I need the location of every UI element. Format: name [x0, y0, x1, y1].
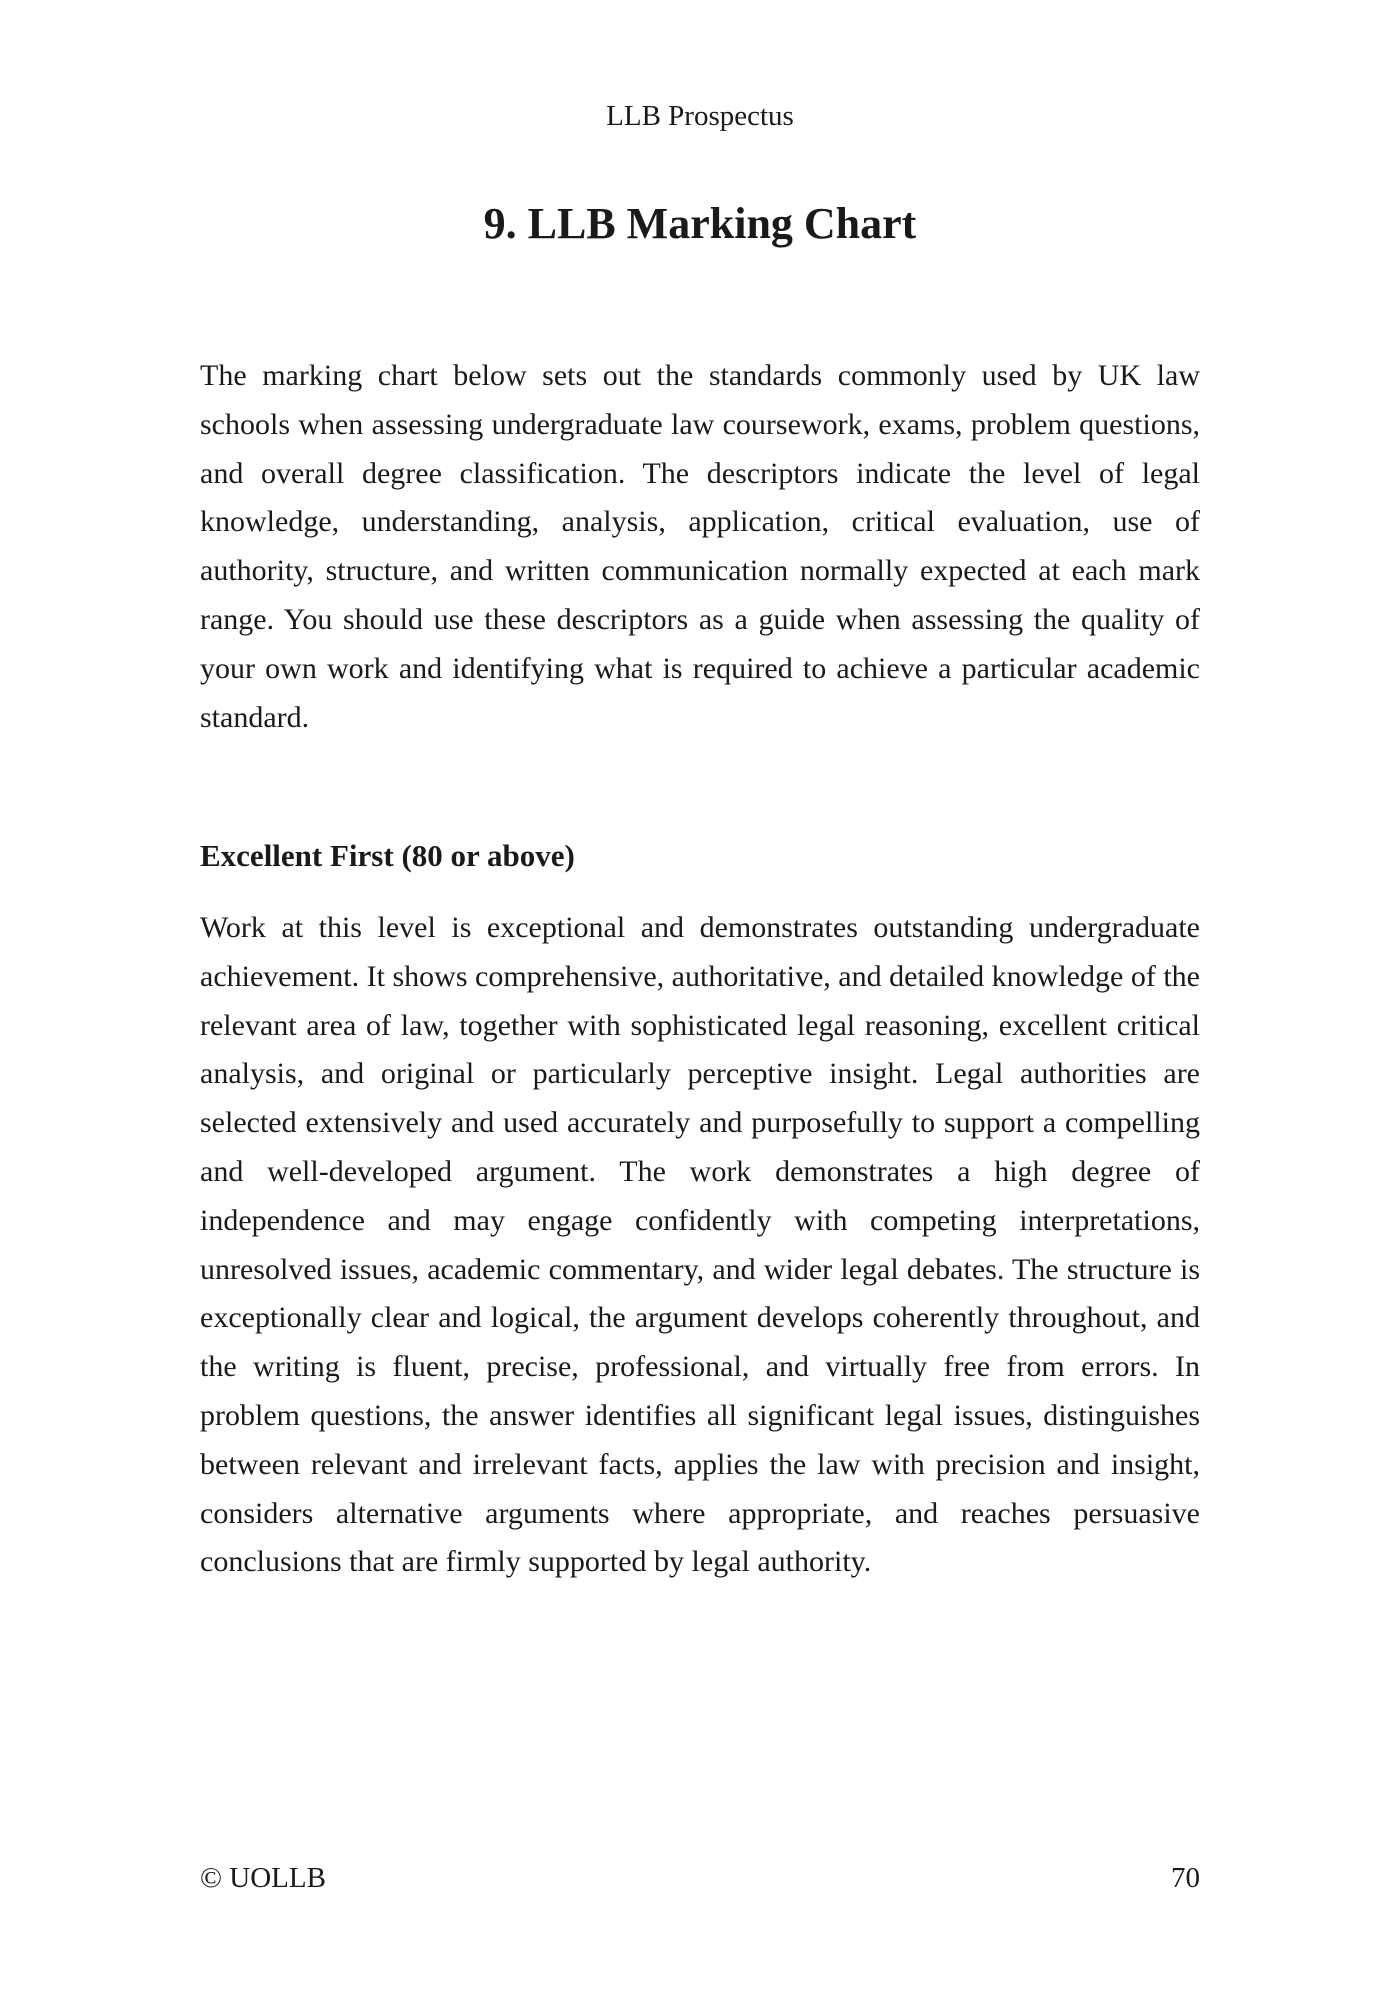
- running-header: LLB Prospectus: [606, 100, 794, 132]
- section-body: [200, 904, 1200, 1587]
- section-paragraph: Work at this level is exceptional and demonstrates outstanding undergraduate achievement. It shows comprehensive, authoritative, and detailed knowledge of the relevant area of law, together with sophisticated legal reasoning, excellent critical analysis, and original or particularly perceptive insight. Legal authorities are selected extensively and used accurately and purposefully to support a compelling and well-developed argument. The work demonstrates a high degree of independence and may engage confidently with competing interpretations, unresolved issues, academic commentary, and wider legal debates. The structure is exceptionally clear and logical, the argument develops coherently throughout, and the writing is fluent, precise, professional, and virtually free from errors. In problem questions, the answer identifies all significant legal issues, distinguishes between relevant and irrelevant facts, applies the law with precision and insight, considers alternative arguments where appropriate, and reaches persuasive conclusions that are firmly supported by legal authority.: [200, 911, 1200, 1579]
- copyright-text: © UOLLB: [200, 1862, 326, 1894]
- page-title: 9. LLB Marking Chart: [483, 199, 917, 248]
- section-heading: Excellent First (80 or above): [200, 838, 575, 873]
- intro-section: [200, 352, 1200, 742]
- page-number: 70: [1171, 1862, 1200, 1894]
- intro-paragraph: The marking chart below sets out the standards commonly used by UK law schools when assessing undergraduate law coursework, exams, problem questions, and overall degree classification. The descriptors indicate the level of legal knowledge, understanding, analysis, application, critical evaluation, use of authority, structure, and written communication normally expected at each mark range. You should use these descriptors as a guide when assessing the quality of your own work and identifying what is required to achieve a particular academic standard.: [200, 359, 1200, 734]
